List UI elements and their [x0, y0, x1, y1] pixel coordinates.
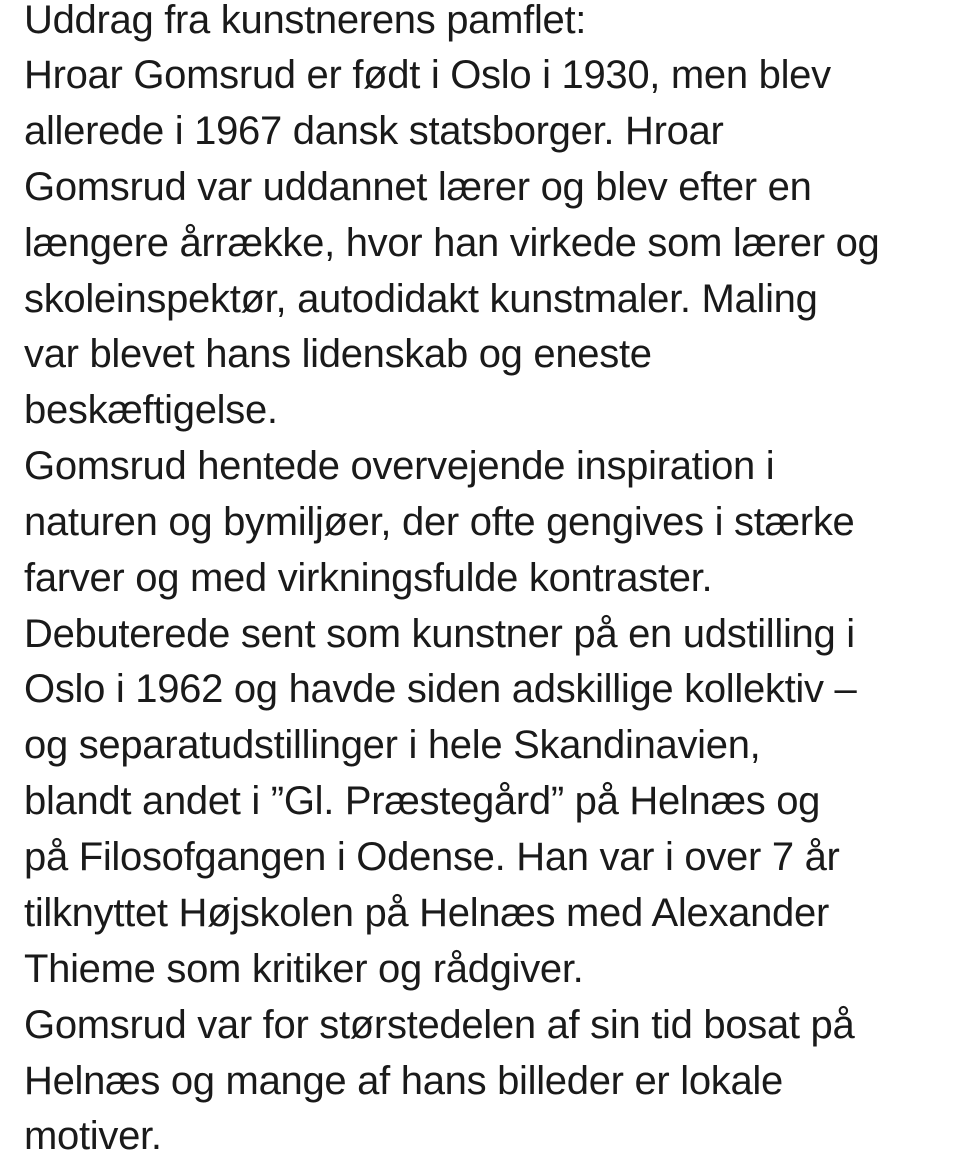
text-line: blandt andet i ”Gl. Præstegård” på Helnæs og — [24, 779, 821, 823]
text-line: naturen og bymiljøer, der ofte gengives i stærke — [24, 500, 855, 544]
text-line: længere årrække, hvor han virkede som lærer og — [24, 221, 880, 265]
text-line: Gomsrud var uddannet lærer og blev efter en — [24, 165, 812, 209]
text-line: allerede i 1967 dansk statsborger. Hroar — [24, 109, 724, 153]
text-line: skoleinspektør, autodidakt kunstmaler. Maling — [24, 277, 818, 321]
text-line: og separatudstillinger i hele Skandinavien, — [24, 723, 761, 767]
text-line-heading: Uddrag fra kunstnerens pamflet: — [24, 0, 587, 42]
text-line: Thieme som kritiker og rådgiver. — [24, 947, 584, 991]
text-line: Gomsrud hentede overvejende inspiration i — [24, 444, 775, 488]
text-line: beskæftigelse. — [24, 388, 278, 432]
text-line: på Filosofgangen i Odense. Han var i over 7 år — [24, 835, 840, 879]
text-line: Hroar Gomsrud er født i Oslo i 1930, men blev — [24, 53, 831, 97]
text-line: Helnæs og mange af hans billeder er lokale — [24, 1059, 783, 1103]
text-line: Debuterede sent som kunstner på en udstilling i — [24, 612, 855, 656]
text-line: farver og med virkningsfulde kontraster. — [24, 556, 713, 600]
text-line: motiver. — [24, 1114, 162, 1158]
text-line: Gomsrud var for størstedelen af sin tid bosat på — [24, 1003, 855, 1047]
text-line: var blevet hans lidenskab og eneste — [24, 332, 652, 376]
text-line: Oslo i 1962 og havde siden adskillige kollektiv – — [24, 667, 857, 711]
text-line: tilknyttet Højskolen på Helnæs med Alexander — [24, 891, 829, 935]
